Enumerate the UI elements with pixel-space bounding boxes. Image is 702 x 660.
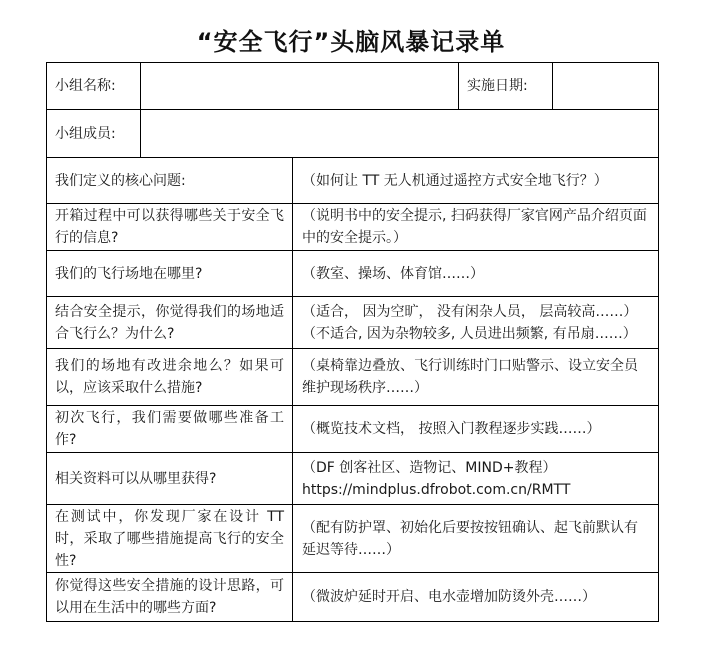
answer-line: （DF 创客社区、造物记、MIND+教程）: [302, 459, 557, 476]
answer-cell[interactable]: [293, 204, 659, 251]
answer-line: （配有防护罩、初始化后要按按钮确认、起飞前默认有延迟等待……）: [302, 519, 638, 558]
members-field[interactable]: [141, 110, 659, 158]
question-cell: 开箱过程中可以获得哪些关于安全飞行的信息?: [47, 204, 293, 251]
date-field[interactable]: [553, 63, 659, 110]
question-cell: 在测试中，你发现厂家在设计 TT 时，采取了哪些措施提高飞行的安全性?: [47, 505, 293, 573]
answer-line: https://mindplus.dfrobot.com.cn/RMTT: [302, 481, 571, 498]
answer-line: （教室、操场、体育馆……）: [302, 265, 484, 282]
question-row: [47, 297, 659, 349]
question-row: [47, 204, 659, 251]
members-row: [47, 110, 659, 158]
question-row: [47, 573, 659, 622]
answer-cell[interactable]: [293, 251, 659, 297]
answer-cell[interactable]: [293, 158, 659, 204]
answer-line: （说明书中的安全提示, 扫码获得厂家官网产品介绍页面中的安全提示。）: [302, 208, 647, 246]
question-row: [47, 505, 659, 573]
group-name-label: 小组名称:: [47, 63, 141, 110]
answer-cell[interactable]: [293, 406, 659, 453]
answer-cell[interactable]: [293, 297, 659, 349]
answer-cell[interactable]: [293, 505, 659, 573]
answer-cell[interactable]: [293, 453, 659, 505]
question-row: [47, 251, 659, 297]
question-cell: 相关资料可以从哪里获得?: [47, 453, 293, 505]
question-row: [47, 453, 659, 505]
question-cell: 结合安全提示，你觉得我们的场地适合飞行么？为什么?: [47, 297, 293, 349]
answer-line: （微波炉延时开启、电水壶增加防烫外壳……）: [302, 589, 596, 605]
group-name-field[interactable]: [141, 63, 459, 110]
answer-cell[interactable]: [293, 573, 659, 622]
question-row: [47, 406, 659, 453]
answer-line: （桌椅靠边叠放、飞行训练时门口贴警示、设立安全员维护现场秩序……）: [302, 358, 638, 396]
question-row: [47, 158, 659, 204]
question-row: [47, 349, 659, 406]
question-cell: 你觉得这些安全措施的设计思路，可以用在生活中的哪些方面?: [47, 573, 293, 622]
members-label: 小组成员:: [47, 110, 141, 158]
page-title: “安全飞行”头脑风暴记录单: [196, 28, 506, 56]
answer-line: （不适合, 因为杂物较多, 人员进出频繁, 有吊扇……）: [302, 325, 637, 342]
answer-line: （适合， 因为空旷， 没有闲杂人员， 层高较高……）: [302, 303, 638, 320]
group-info-row: [47, 63, 659, 110]
date-label: 实施日期:: [459, 63, 553, 110]
question-cell: 我们的场地有改进余地么？如果可以，应该采取什么措施?: [47, 349, 293, 406]
answer-line: （如何让 TT 无人机通过遥控方式安全地飞行？）: [302, 172, 608, 189]
answer-cell[interactable]: [293, 349, 659, 406]
question-cell: 我们定义的核心问题:: [47, 158, 293, 204]
brainstorm-record-table: [46, 62, 659, 622]
question-cell: 初次飞行，我们需要做哪些准备工作?: [47, 406, 293, 453]
question-cell: 我们的飞行场地在哪里?: [47, 251, 293, 297]
answer-line: （概览技术文档， 按照入门教程逐步实践……）: [302, 421, 601, 437]
